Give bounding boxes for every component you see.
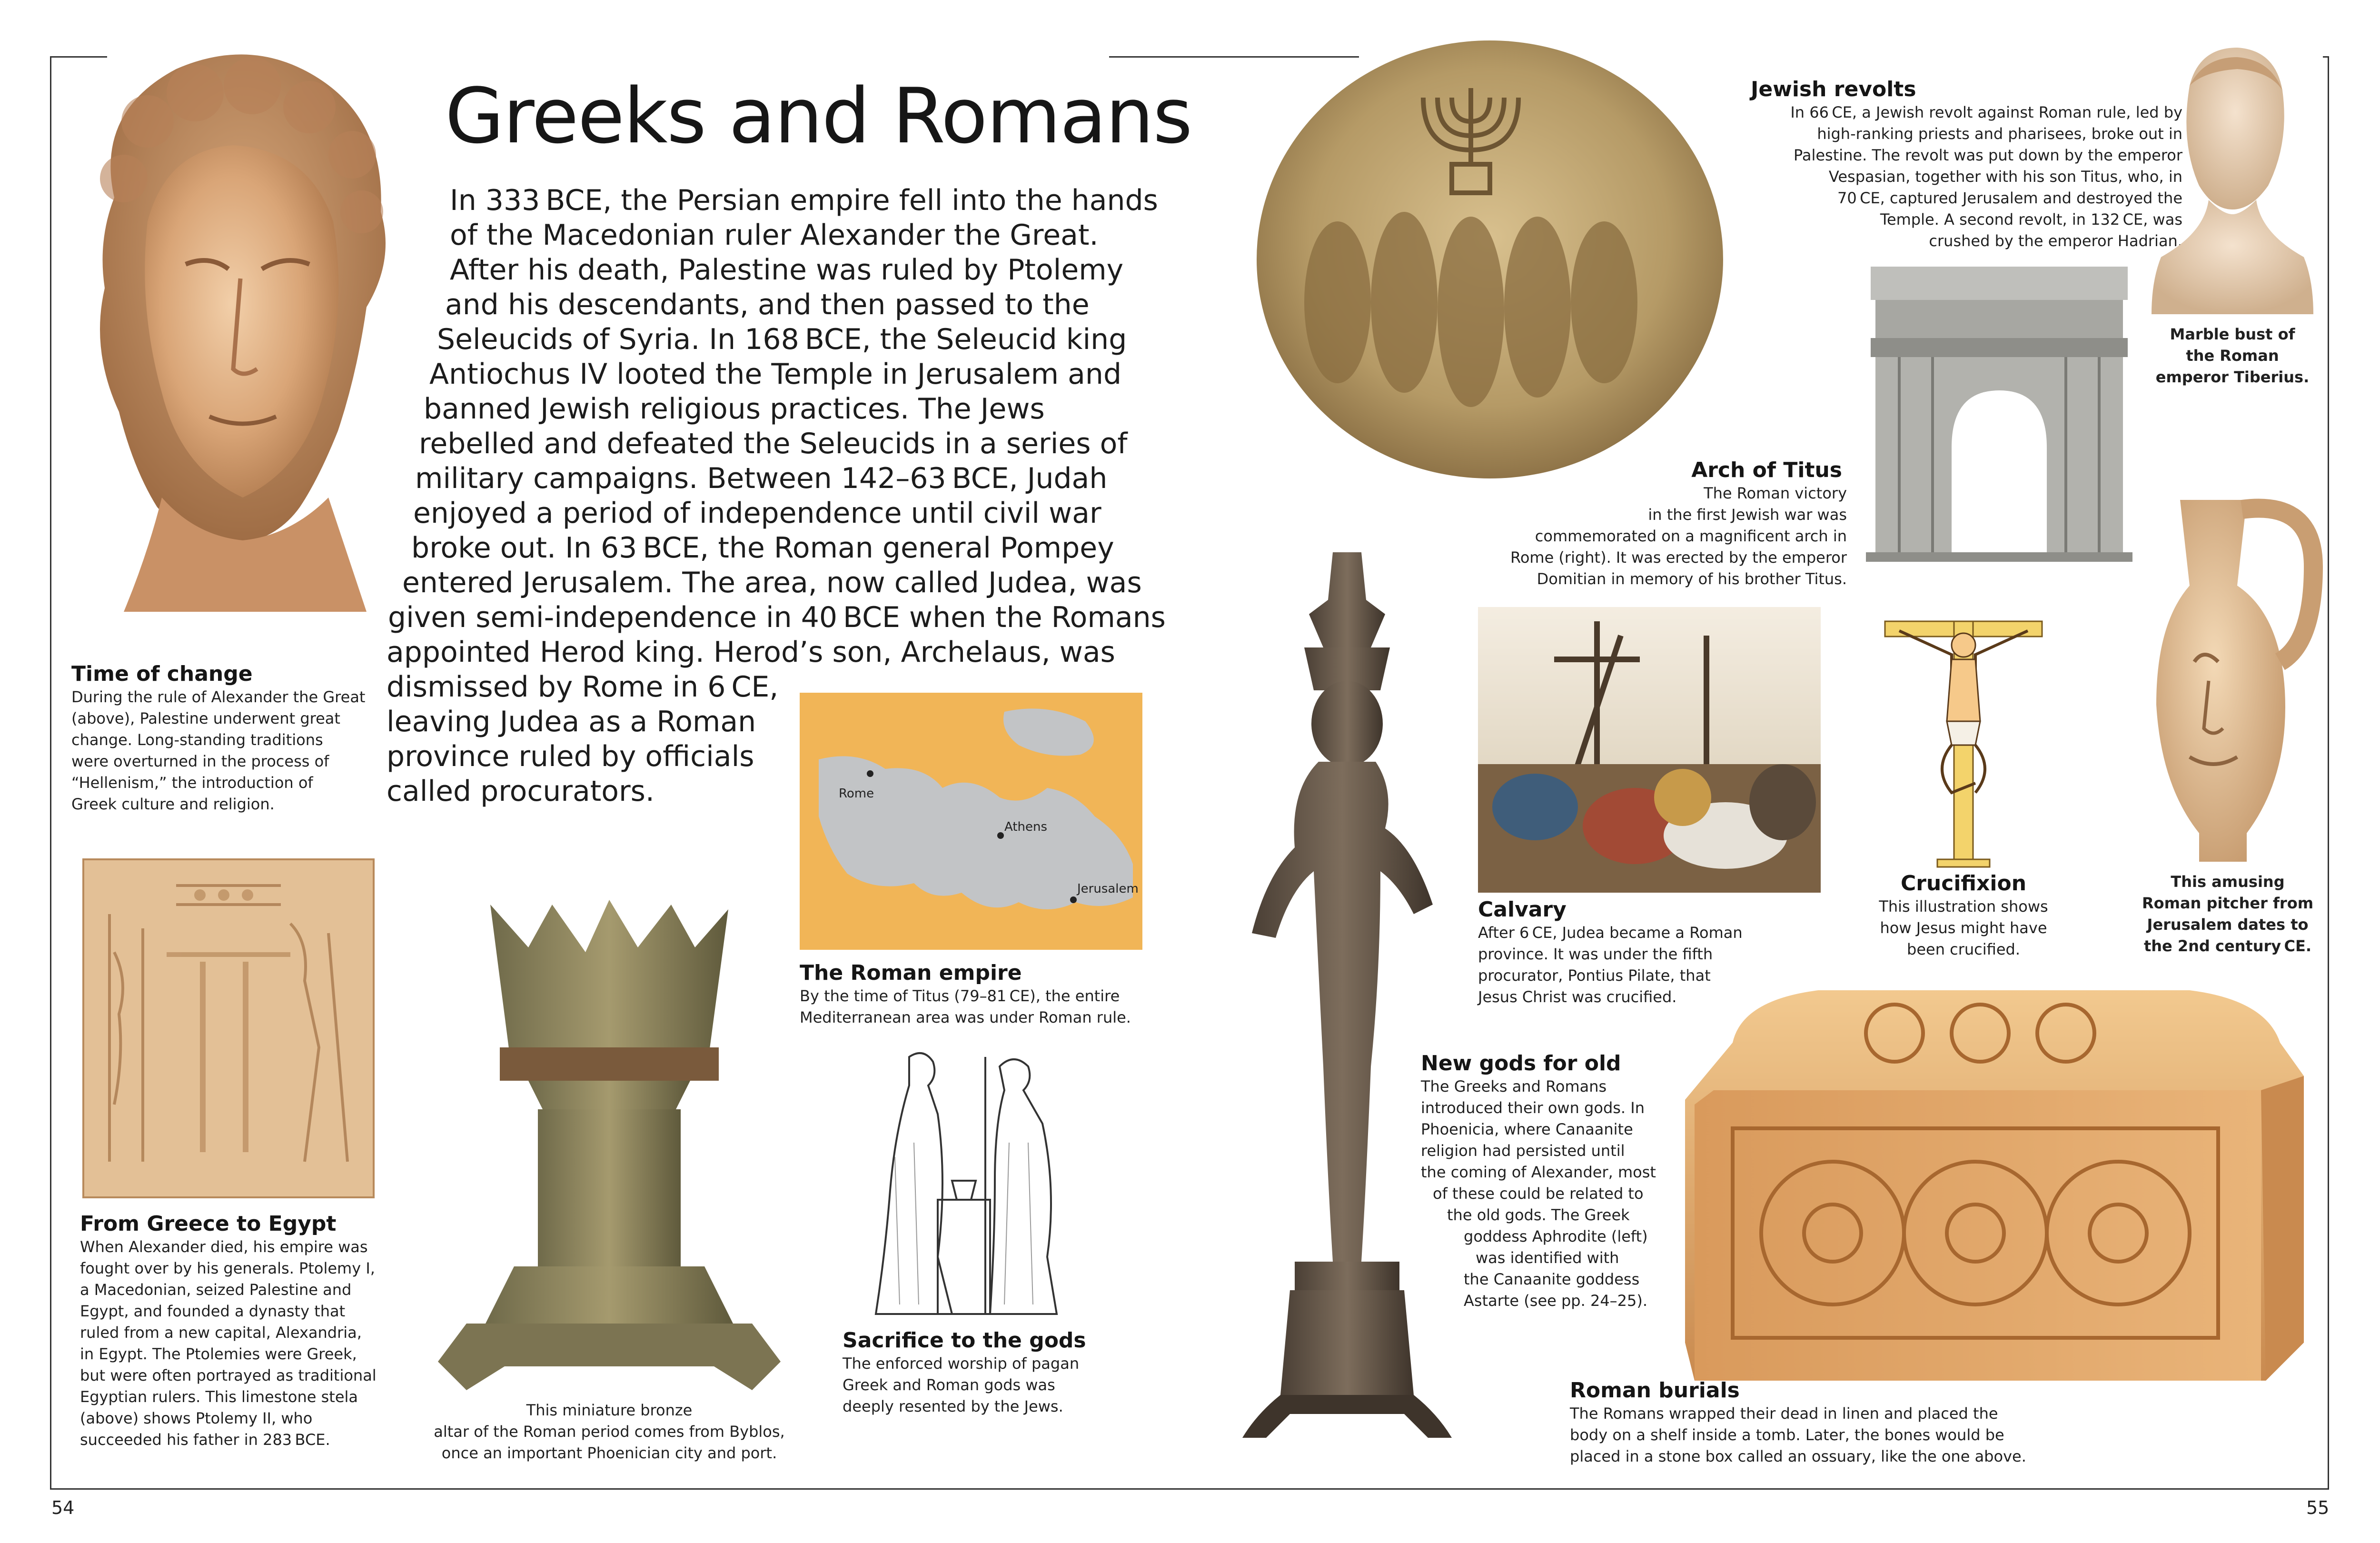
caption-text: The Greeks and Romans introduced their own gods. In Phoenicia, where Canaanite religion had persisted until the coming of Alexander, most of these could be related to the old gods. The Greek goddess Aphrodite (left) was identified with the Canaanite goddess Astarte (see pp. 24–25). bbox=[1421, 1077, 1656, 1310]
caption-heading: Calvary bbox=[1478, 897, 1567, 922]
caption-heading: The Roman empire bbox=[800, 961, 1022, 985]
ptolemy-stela-image bbox=[81, 857, 376, 1200]
svg-text:Jerusalem: Jerusalem bbox=[1077, 882, 1139, 896]
aphrodite-statue-image bbox=[1223, 543, 1471, 1447]
caption-heading: Arch of Titus bbox=[1691, 458, 1842, 482]
caption-time-of-change bbox=[71, 662, 365, 815]
caption-sacrifice bbox=[843, 1328, 1086, 1417]
caption-text: During the rule of Alexander the Great (above), Palestine underwent great change. Long-standing traditions were overturned in the process of “Hellenism,” the introduction of Greek culture and religion. bbox=[71, 688, 366, 813]
intro-line: In 333 BCE, the Persian empire fell into the hands bbox=[450, 184, 1158, 217]
intro-line: Antiochus IV looted the Temple in Jerusalem and bbox=[429, 358, 1122, 391]
intro-line: province ruled by officials bbox=[387, 740, 754, 773]
crucifixion-illustration bbox=[1880, 612, 2047, 869]
alexander-head-image bbox=[52, 40, 414, 655]
caption-text: When Alexander died, his empire was fought over by his generals. Ptolemy I, a Macedonian, seized Palestine and Egypt, and founded a dynasty that ruled from a new capital, Alexandria, in Egypt. The Ptolemies were Greek, but were often portrayed as traditional Egyptian rulers. This limestone stela (above) shows Ptolemy II, who succeeded his father in 283 BCE. bbox=[80, 1238, 377, 1449]
intro-line: called procurators. bbox=[387, 775, 654, 808]
intro-line: entered Jerusalem. The area, now called Judea, was bbox=[402, 566, 1142, 599]
roman-empire-map bbox=[800, 693, 1142, 950]
intro-line: and his descendants, and then passed to the bbox=[445, 288, 1090, 321]
caption-text: In 66 CE, a Jewish revolt against Roman rule, led by high-ranking priests and pharisees, broke out in Palestine. The revolt was put down by the emperor Vespasian, together with his son Titus, who, in 70 CE, captured Jerusalem and destroyed the Temple. A second revolt, in 132 CE, was crushed by the emperor Hadrian. bbox=[1790, 103, 2182, 250]
frame-left bbox=[50, 56, 51, 1489]
caption-text: The enforced worship of pagan Greek and Roman gods was deeply resented by the Jews. bbox=[843, 1354, 1080, 1415]
caption-text: After 6 CE, Judea became a Roman province. It was under the fifth procurator, Pontius Pilate, that Jesus Christ was crucified. bbox=[1478, 924, 1743, 1006]
ossuary-image bbox=[1676, 981, 2318, 1385]
intro-line: banned Jewish religious practices. The Jews bbox=[424, 392, 1045, 426]
arch-of-titus-image bbox=[1866, 267, 2132, 562]
intro-line: Seleucids of Syria. In 168 BCE, the Seleucid king bbox=[437, 323, 1127, 356]
intro-line: rebelled and defeated the Seleucids in a series of bbox=[419, 427, 1128, 460]
caption-greece-to-egypt bbox=[80, 1212, 377, 1451]
caption-heading: Jewish revolts bbox=[1751, 77, 1916, 101]
caption-roman-empire bbox=[800, 961, 1131, 1028]
page-number-left: 54 bbox=[51, 1497, 75, 1518]
caption-heading: From Greece to Egypt bbox=[80, 1212, 337, 1236]
caption-text: By the time of Titus (79–81 CE), the entire Mediterranean area was under Roman rule. bbox=[800, 987, 1131, 1026]
roman-pitcher-image bbox=[2142, 490, 2328, 871]
caption-tiberius: Marble bust of the Roman emperor Tiberius. bbox=[2155, 325, 2310, 386]
caption-arch-of-titus bbox=[1466, 458, 1847, 590]
caption-heading: Time of change bbox=[71, 662, 253, 686]
caption-heading: New gods for old bbox=[1421, 1051, 1621, 1075]
intro-line: appointed Herod king. Herod’s son, Archelaus, was bbox=[387, 636, 1115, 669]
frame-right bbox=[2328, 56, 2329, 1489]
caption-heading: Sacrifice to the gods bbox=[843, 1328, 1086, 1353]
caption-altar: This miniature bronze altar of the Roman period comes from Byblos, once an important Phoenician city and port. bbox=[434, 1401, 785, 1462]
intro-line: broke out. In 63 BCE, the Roman general Pompey bbox=[411, 531, 1114, 565]
sacrifice-engraving-image bbox=[843, 1038, 1085, 1324]
caption-new-gods bbox=[1421, 1051, 1656, 1312]
caption-pitcher: This amusing Roman pitcher from Jerusalem dates to the 2nd century CE. bbox=[2142, 873, 2314, 955]
intro-line: dismissed by Rome in 6 CE, bbox=[387, 670, 779, 704]
svg-text:Rome: Rome bbox=[839, 786, 874, 801]
caption-heading: Roman burials bbox=[1570, 1378, 1740, 1403]
caption-crucifixion: Crucifixion This illustration shows how Jesus might have been crucified. bbox=[1875, 871, 2052, 960]
intro-line: enjoyed a period of independence until civil war bbox=[413, 497, 1101, 530]
temple-spoils-relief-image bbox=[1252, 36, 1728, 483]
caption-heading: Crucifixion bbox=[1900, 871, 2027, 896]
calvary-painting-image bbox=[1478, 607, 1821, 893]
tiberius-bust-image bbox=[2147, 33, 2318, 319]
page-title: Greeks and Romans bbox=[445, 71, 1192, 160]
caption-jewish-revolts bbox=[1723, 77, 2182, 252]
intro-line: After his death, Palestine was ruled by Ptolemy bbox=[450, 253, 1124, 287]
caption-text: The Roman victory in the first Jewish war was commemorated on a magnificent arch in Rome (right). It was erected by the emperor Domitian in memory of his brother Titus. bbox=[1510, 484, 1847, 588]
intro-line: military campaigns. Between 142–63 BCE, Judah bbox=[415, 462, 1108, 495]
caption-text: The Romans wrapped their dead in linen and placed the body on a shelf inside a tomb. Later, the bones would be placed in a stone box called an ossuary, like the one above. bbox=[1570, 1404, 2026, 1465]
frame-bottom bbox=[50, 1488, 2329, 1490]
caption-roman-burials bbox=[1570, 1378, 2026, 1467]
bronze-altar-image bbox=[419, 895, 800, 1409]
page-number-right: 55 bbox=[2306, 1497, 2330, 1518]
intro-line: of the Macedonian ruler Alexander the Great. bbox=[450, 219, 1099, 252]
intro-line: leaving Judea as a Roman bbox=[387, 705, 756, 738]
intro-line: given semi-independence in 40 BCE when the Romans bbox=[388, 601, 1166, 634]
svg-text:Athens: Athens bbox=[1004, 820, 1048, 834]
